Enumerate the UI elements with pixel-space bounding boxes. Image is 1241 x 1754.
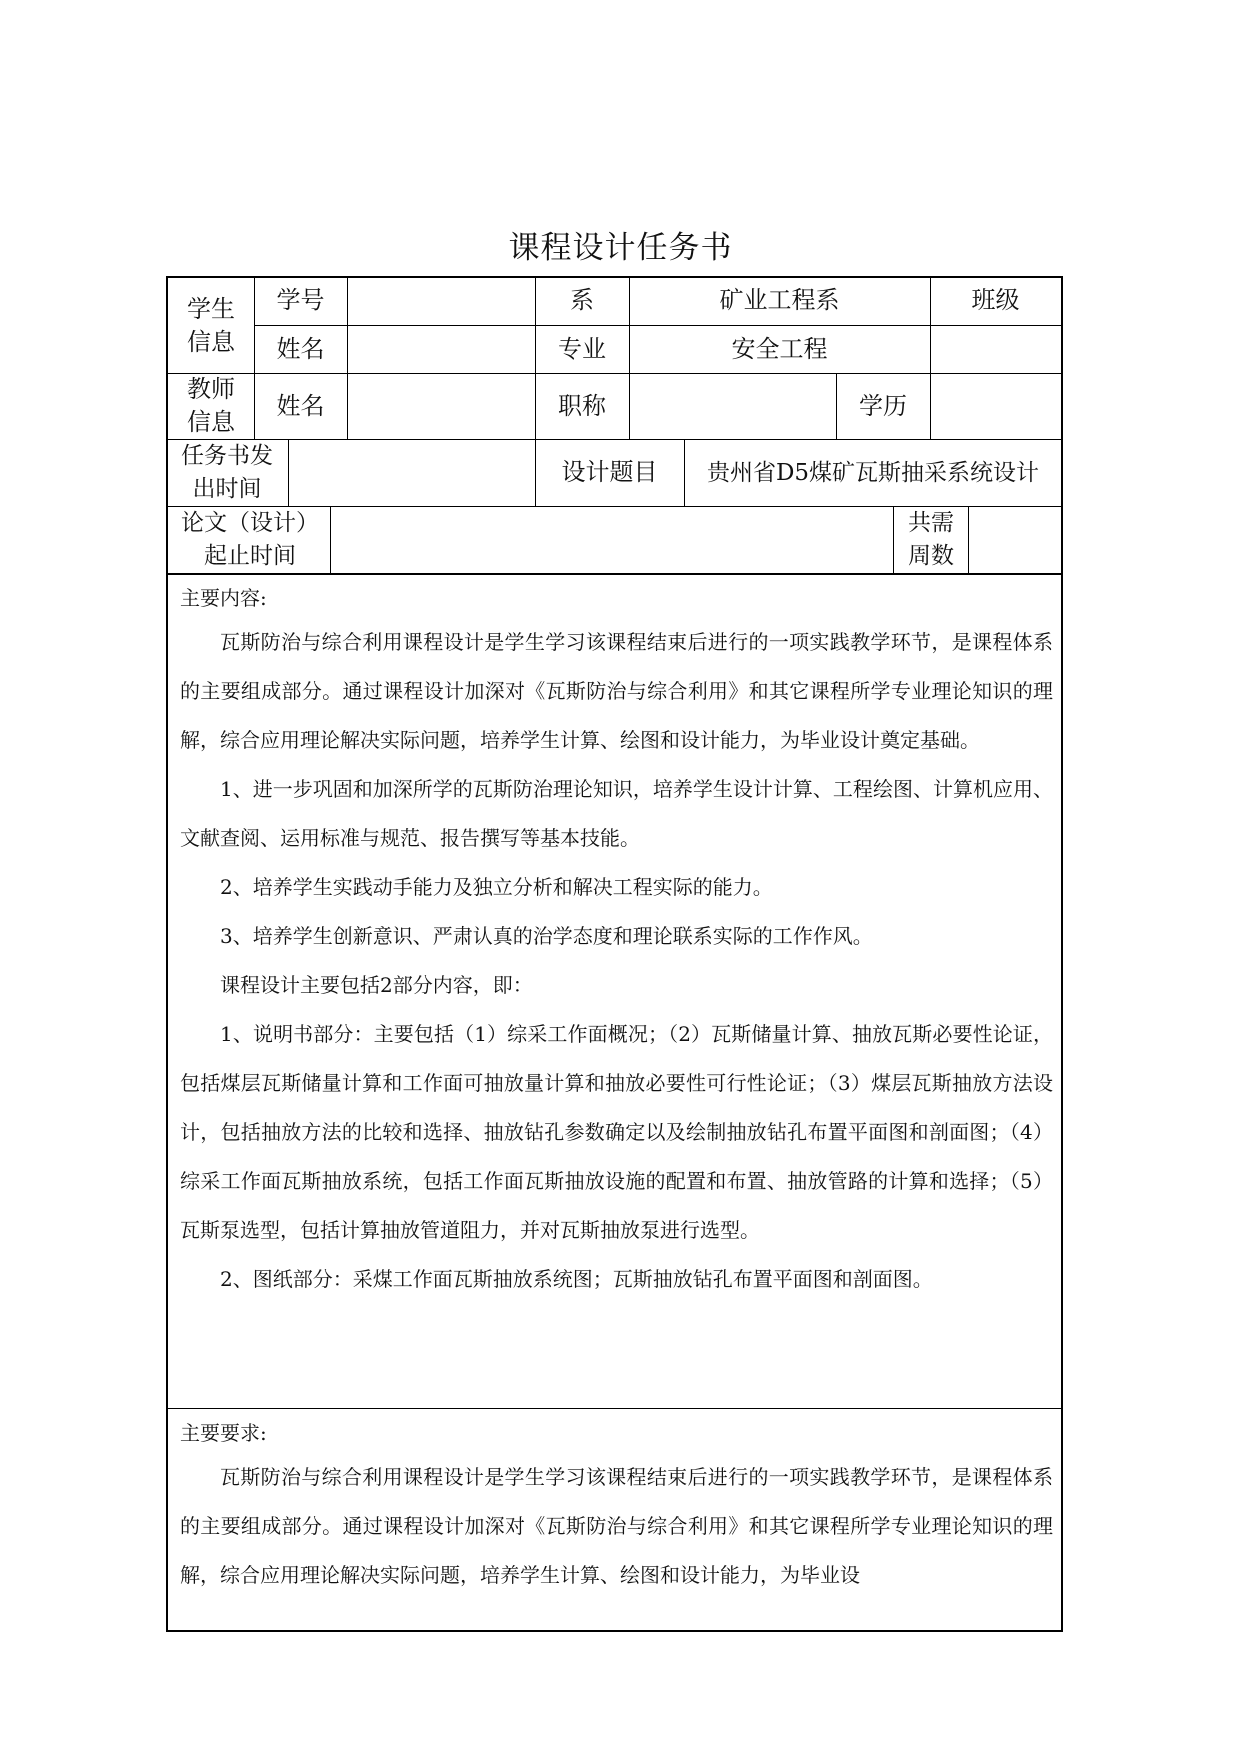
main-content-section [180,578,1053,1304]
main-content-paragraph: 3、培养学生创新意识、严肃认真的治学态度和理论联系实际的工作作风。 [220,924,873,948]
degree-label: 学历 [859,391,907,420]
rule [166,573,1063,575]
topic-label: 设计题目 [561,458,658,486]
main-content-paragraph: 课程设计主要包括2部分内容，即： [220,973,533,997]
table-border-left [166,276,168,1632]
topic-value: 贵州省D5煤矿瓦斯抽采系统设计 [706,459,1040,486]
main-content-paragraph: 2、图纸部分：采煤工作面瓦斯抽放系统图；瓦斯抽放钻孔布置平面图和剖面图。 [220,1267,933,1291]
main-requirements-heading: 主要要求: [180,1421,267,1445]
rule [166,1408,1063,1409]
period-label: 论文（设计）起止时间 [181,510,319,569]
student-name-label: 姓名 [276,334,325,363]
student-info-label: 学生信息 [187,295,235,356]
issue-time-label: 任务书发出时间 [181,443,273,502]
main-content-heading: 主要内容: [180,586,267,610]
page-title: 课程设计任务书 [508,230,733,266]
main-content-paragraph: 1、进一步巩固和加深所学的瓦斯防治理论知识，培养学生设计计算、工程绘图、计算机应用、文献查阅、运用标准与规范、报告撰写等基本技能。 [180,777,1053,850]
student-id-label: 学号 [276,286,325,314]
student-name-field[interactable] [347,325,535,373]
main-content-paragraph: 2、培养学生实践动手能力及独立分析和解决工程实际的能力。 [220,875,773,899]
class-label: 班级 [971,286,1020,314]
main-requirements-section [180,1413,1053,1600]
main-content-paragraph: 1、说明书部分：主要包括（1）综采工作面概况；（2）瓦斯储量计算、抽放瓦斯必要性论证，包括煤层瓦斯储量计算和工作面可抽放量计算和抽放必要性可行性论证；（3）煤层瓦斯抽放方法设计，包括抽放方法的比较和选择、抽放钻孔参数确定以及绘制抽放钻孔布置平面图和剖面图；（4）综采工作面瓦斯抽放系统，包括工作面瓦斯抽放设施的配置和布置、抽放管路的计算和选择；（5）瓦斯泵选型，包括计算抽放管道阻力，并对瓦斯抽放泵进行选型。 [180,1022,1053,1242]
weeks-label: 共需周数 [908,510,954,569]
major-label: 专业 [558,334,606,363]
teacher-info-label: 教师信息 [187,375,235,436]
rule [893,506,894,573]
main-content-paragraph: 瓦斯防治与综合利用课程设计是学生学习该课程结束后进行的一项实践教学环节，是课程体系的主要组成部分。通过课程设计加深对《瓦斯防治与综合利用》和其它课程所学专业理论知识的理解，综合应用理论解决实际问题，培养学生计算、绘图和设计能力，为毕业设计奠定基础。 [180,630,1053,752]
major-value: 安全工程 [731,334,828,363]
student-id-field[interactable] [347,276,535,325]
rule [684,439,685,506]
department-value: 矿业工程系 [719,286,840,314]
table-border-right [1061,276,1063,1632]
department-label: 系 [570,286,594,314]
period-field[interactable] [330,506,893,573]
degree-field[interactable] [930,373,1061,439]
class-field[interactable] [930,325,1061,373]
title-field[interactable] [629,373,836,439]
table-border-bottom [166,1630,1063,1632]
title-label: 职称 [558,391,606,420]
main-requirements-paragraph: 瓦斯防治与综合利用课程设计是学生学习该课程结束后进行的一项实践教学环节，是课程体系的主要组成部分。通过课程设计加深对《瓦斯防治与综合利用》和其它课程所学专业理论知识的理解，综合应用理论解决实际问题，培养学生计算、绘图和设计能力，为毕业设 [180,1465,1053,1587]
issue-time-field[interactable] [288,439,535,506]
teacher-name-field[interactable] [347,373,535,439]
weeks-field[interactable] [968,506,1061,573]
teacher-name-label: 姓名 [276,391,325,420]
